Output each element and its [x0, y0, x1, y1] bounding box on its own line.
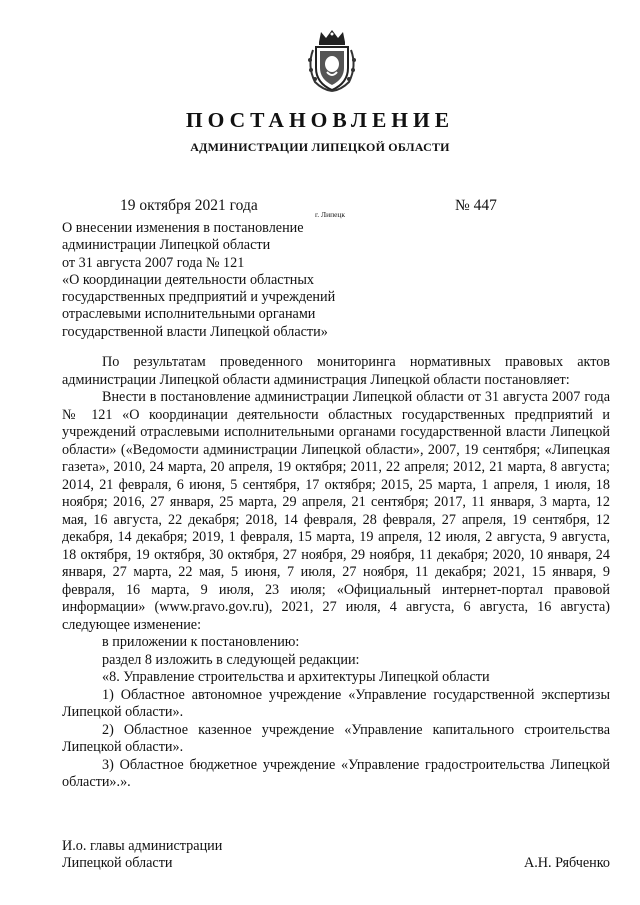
document-city: г. Липецк — [315, 210, 346, 219]
intro-paragraph: По результатам проведенного мониторинга нормативных правовых актов администрации Липецкой области администрация Липецкой области постановляет: — [62, 354, 610, 388]
heading-line: государственной власти Липецкой области» — [62, 323, 328, 340]
list-item: 1) Областное автономное учреждение «Управление государственной экспертизы Липецкой области». — [62, 686, 610, 720]
heading-line: от 31 августа 2007 года № 121 — [62, 254, 245, 271]
appendix-paragraph: в приложении к постановлению: — [102, 634, 300, 650]
heading-line: государственных предприятий и учреждений — [62, 289, 336, 306]
list-item: 3) Областное бюджетное учреждение «Управление градостроительства Липецкой области».». — [62, 756, 610, 790]
section-paragraph: раздел 8 изложить в следующей редакции: — [102, 651, 360, 668]
signature-row — [62, 855, 610, 872]
document-body — [62, 354, 610, 792]
document-date: 19 октября 2021 года — [120, 197, 258, 214]
heading-line: отраслевыми исполнительными органами — [62, 306, 316, 323]
signature-block — [62, 838, 610, 873]
main-paragraph: Внести в постановление администрации Липецкой области от 31 августа 2007 года № 121 «О координации деятельности областных государственных предприятий и учреждений отраслевыми исполнительными органами государственной власти Липецкой области» («Ведомости администрации Липецкой области», 2007, 19 сентября; «Липецкая газета», 2010, 24 марта, 20 апреля, 19 октября; 2011, 22 апреля; 2012, 21 марта, 8 августа; 2014, 21 февраля, 6 июня, 5 сентября, 17 октября; 2015, 25 марта, 1 апреля, 1 июля, 18 ноября; 2016, 27 января, 25 марта, 29 апреля, 21 сентября; 2017, 11 января, 3 марта, 12 мая, 16 августа, 22 декабря; 2018, 14 февраля, 28 февраля, 27 апреля, 19 сентября, 12 декабря, 14 декабря; 2019, 1 февраля, 15 марта, 19 апреля, 12 июля, 2 августа, 9 августа, 18 октября, 19 октября, 30 октября, 27 ноября, 29 ноября, 11 декабря; 2020, 10 января, 24 января, 27 марта, 22 мая, 5 июня, 7 июля, 27 ноября, 11 декабря; 2021, 15 января, 9 февраля, 16 марта, 9 июля, 23 июля; «Официальный интернет-портал правовой информации» (www.pravo.gov.ru), 2021, 27 июля, 4 августа, 6 августа, 16 августа) следующее изменение: — [62, 389, 610, 633]
document-heading — [62, 220, 392, 341]
heading-line: О внесении изменения в постановление — [62, 220, 304, 236]
document-title: ПОСТАНОВЛЕНИЕ — [185, 108, 455, 132]
coat-of-arms-icon — [301, 28, 363, 94]
document-number: № 447 — [455, 197, 497, 214]
signer-position: И.о. главы администрации — [62, 838, 223, 854]
heading-line: администрации Липецкой области — [62, 237, 271, 254]
signer-region: Липецкой области — [62, 855, 173, 872]
heading-line: «О координации деятельности областных — [62, 271, 314, 288]
list-item: 2) Областное казенное учреждение «Управление капитального строительства Липецкой области». — [62, 721, 610, 755]
issuing-authority: АДМИНИСТРАЦИИ ЛИПЕЦКОЙ ОБЛАСТИ — [190, 140, 450, 154]
signer-name: А.Н. Рябченко — [524, 855, 610, 872]
quote-title: «8. Управление строительства и архитектуры Липецкой области — [102, 669, 490, 685]
